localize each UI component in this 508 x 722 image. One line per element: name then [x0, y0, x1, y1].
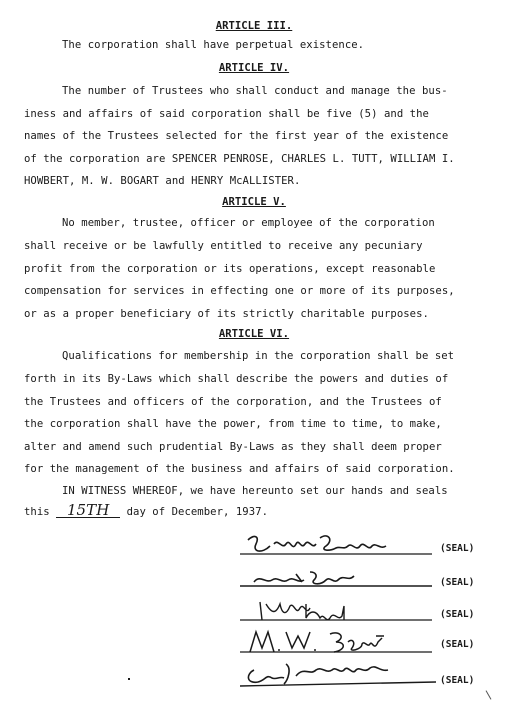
seal-label: (SEAL) [440, 543, 475, 554]
article-5-line: or as a proper beneficiary of its strictly charitable purposes. [24, 308, 429, 320]
article-6-line: alter and amend such prudential By-Laws as they shall deem proper [24, 441, 442, 453]
article-5-heading: ARTICLE V. [222, 196, 286, 208]
article-4-line: of the corporation are SPENCER PENROSE, CHARLES L. TUTT, WILLIAM I. [24, 153, 455, 165]
article-6-line: for the management of the business and affairs of said corporation. [24, 463, 455, 475]
article-3-heading: ARTICLE III. [215, 20, 293, 32]
witness-line: IN WITNESS WHEREOF, we have hereunto set our hands and seals [62, 485, 448, 497]
signature-row [240, 598, 480, 624]
article-5-line: No member, trustee, officer or employee of the corporation [62, 217, 435, 229]
article-3-text: The corporation shall have perpetual existence. [62, 39, 365, 51]
signature-row [240, 628, 480, 654]
witness-date-rest: day of December, 1937. [126, 506, 269, 518]
seal-label: (SEAL) [440, 639, 475, 650]
article-4-line: names of the Trustees selected for the first year of the existence [24, 130, 449, 142]
signature-row [240, 532, 480, 558]
article-6-line: the Trustees and officers of the corporation, and the Trustees of [24, 396, 442, 408]
signature-bogart [240, 628, 440, 656]
article-4-line: HOWBERT, M. W. BOGART and HENRY McALLISTER. [24, 175, 301, 187]
seal-label: (SEAL) [440, 675, 475, 686]
seal-label: (SEAL) [440, 577, 475, 588]
article-5-line: compensation for services in effecting one or more of its purposes, [24, 285, 455, 297]
article-6-heading: ARTICLE VI. [218, 328, 290, 340]
article-4-line: The number of Trustees who shall conduct and manage the bus- [62, 85, 448, 97]
article-6-line: forth in its By-Laws which shall describe the powers and duties of [24, 373, 449, 385]
article-4-heading: ARTICLE IV. [218, 62, 290, 74]
seal-label: (SEAL) [440, 609, 475, 620]
signature-howbert [240, 598, 440, 624]
day-handwritten: 15TH [56, 503, 120, 518]
witness-date-line [24, 503, 268, 519]
signature-mcallister [240, 660, 440, 690]
signature-penrose [240, 532, 440, 558]
article-5-line: shall receive or be lawfully entitled to receive any pecuniary [24, 240, 423, 252]
witness-this: this [24, 506, 50, 518]
article-6-line: the corporation shall have the power, from time to time, to make, [24, 418, 442, 430]
article-5-line: profit from the corporation or its operations, except reasonable [24, 263, 436, 275]
signature-row [240, 566, 480, 592]
signature-tutt [240, 566, 440, 592]
article-6-line: Qualifications for membership in the corporation shall be set [62, 350, 455, 362]
signature-row [240, 660, 480, 690]
scan-speck [486, 690, 492, 699]
scan-speck [128, 678, 130, 680]
article-4-line: iness and affairs of said corporation shall be five (5) and the [24, 108, 429, 120]
